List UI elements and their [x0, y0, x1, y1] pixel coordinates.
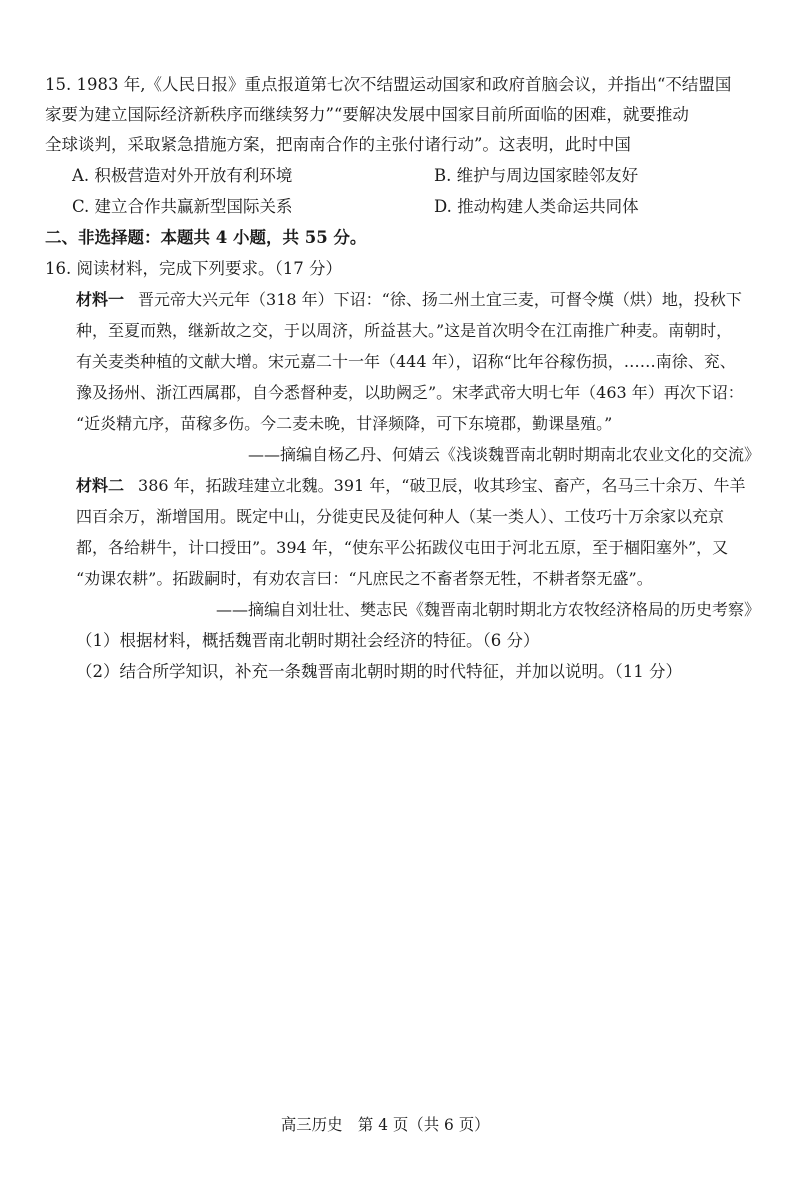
q15-option-b: B. 维护与周边国家睦邻友好 [434, 166, 639, 185]
q16-stem: 16. 阅读材料，完成下列要求。（17 分） [45, 259, 342, 278]
material1-line5: “近炎精亢序，苗稼多伤。今二麦未晚，甘泽频降，可下东境郡，勤课垦殖。” [76, 414, 613, 433]
q15-stem-line3: 全球谈判，采取紧急措施方案，把南南合作的主张付诸行动”。这表明，此时中国 [45, 135, 631, 154]
q15-stem-line2: 家要为建立国际经济新秩序而继续努力”“要解决发展中国家目前所面临的困难，就要推动 [45, 105, 689, 124]
material1-line2: 种，至夏而熟，继新故之交，于以周济，所益甚大。”这是首次明令在江南推广种麦。南朝时， [76, 321, 733, 340]
material2-label: 材料二 [76, 476, 125, 495]
material2-line1 [76, 473, 745, 499]
q16-subquestion-2: （2）结合所学知识，补充一条魏晋南北朝时期的时代特征，并加以说明。（11 分） [76, 662, 682, 681]
q15-stem-line1: 15. 1983 年,《人民日报》重点报道第七次不结盟运动国家和政府首脑会议，并指出“不结盟国 [45, 75, 732, 94]
q15-option-c: C. 建立合作共赢新型国际关系 [72, 197, 293, 216]
page-footer: 高三历史 第 4 页（共 6 页） [280, 1115, 490, 1134]
material2-text-line1: 386 年，拓跋珪建立北魏。391 年，“破卫辰，收其珍宝、畜产，名马三十余万、牛羊 [138, 476, 746, 495]
material1-source: ——摘编自杨乙丹、何婧云《浅谈魏晋南北朝时期南北农业文化的交流》 [247, 445, 760, 464]
section-heading: 二、非选择题：本题共 4 小题，共 55 分。 [45, 228, 367, 247]
material1-line3: 有关麦类种植的文献大增。宋元嘉二十一年（444 年），诏称“比年谷稼伤损，……南徐、兖、 [76, 352, 736, 371]
material1-line4: 豫及扬州、浙江西属郡，自今悉督种麦，以助阙乏”。宋孝武帝大明七年（463 年）再次下诏： [76, 383, 744, 402]
q15-option-a: A. 积极营造对外开放有利环境 [72, 166, 293, 185]
material1-text-line1: 晋元帝大兴元年（318 年）下诏：“徐、扬二州土宜三麦，可督令熯（烘）地，投秋下 [138, 290, 742, 309]
material2-source: ——摘编自刘壮壮、樊志民《魏晋南北朝时期北方农牧经济格局的历史考察》 [215, 600, 760, 619]
material1-label: 材料一 [76, 290, 125, 309]
material2-line2: 四百余万，渐增国用。既定中山，分徙吏民及徒何种人（某一类人）、工伎巧十万余家以充京 [76, 507, 725, 526]
q15-option-d: D. 推动构建人类命运共同体 [434, 197, 639, 216]
material2-line4: “劝课农耕”。拓跋嗣时，有劝农言曰：“凡庶民之不畜者祭无牲，不耕者祭无盛”。 [76, 569, 653, 588]
material1-line1 [76, 287, 742, 313]
q16-subquestion-1: （1）根据材料，概括魏晋南北朝时期社会经济的特征。（6 分） [76, 631, 540, 650]
material2-line3: 都，各给耕牛，计口授田”。394 年，“使东平公拓跋仪屯田于河北五原，至于棝阳塞外”，又 [76, 538, 729, 557]
